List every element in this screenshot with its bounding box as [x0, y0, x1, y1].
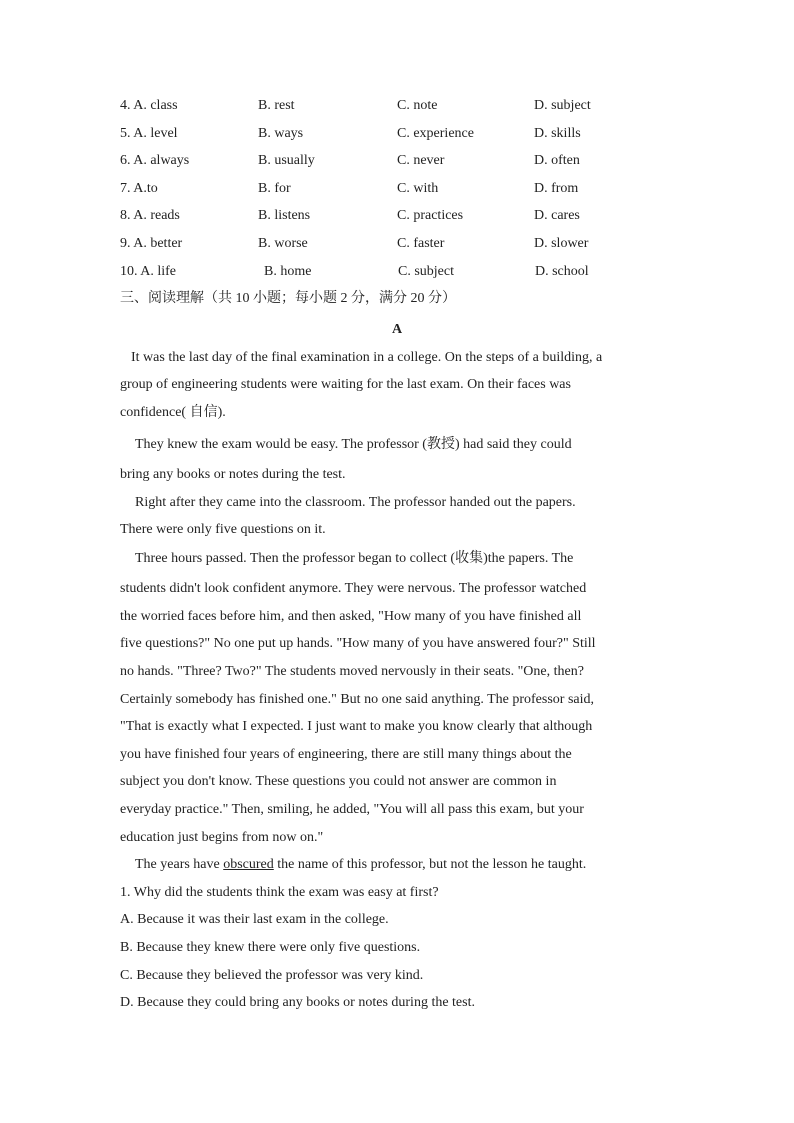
option-a: 6. A. always	[120, 153, 190, 168]
option-c: C. experience	[397, 126, 474, 141]
option-d: D. cares	[534, 208, 580, 223]
option-d: D. often	[534, 153, 580, 168]
option-a: 7. A.to	[120, 181, 158, 196]
last-line-before: The years have	[135, 857, 224, 872]
option-c: C. never	[397, 153, 445, 168]
passage-line: you have finished four years of engineering, there are still many things about the	[120, 747, 572, 762]
passage-line: confidence( 自信).	[120, 405, 226, 420]
option-a: 9. A. better	[120, 236, 183, 251]
option-d: D. skills	[534, 126, 581, 141]
option-b: B. for	[258, 181, 291, 196]
option-d: D. subject	[534, 98, 591, 113]
option-b: B. listens	[258, 208, 311, 223]
question-stem: 1. Why did the students think the exam was easy at first?	[120, 885, 439, 900]
choice-d: D. Because they could bring any books or notes during the test.	[120, 995, 475, 1010]
option-b: B. home	[264, 264, 312, 279]
underlined-word: obscured	[223, 857, 274, 872]
option-a: 5. A. level	[120, 126, 178, 141]
option-row-5	[0, 124, 794, 144]
option-d: D. from	[534, 181, 579, 196]
option-row-4	[0, 96, 794, 116]
passage-line: bring any books or notes during the test.	[120, 467, 346, 482]
option-b: B. usually	[258, 153, 315, 168]
option-a: 8. A. reads	[120, 208, 180, 223]
option-a: 10. A. life	[120, 264, 176, 279]
passage-line: They knew the exam would be easy. The professor (教授) had said they could	[135, 437, 572, 452]
passage-line: education just begins from now on."	[120, 830, 324, 845]
section-heading: 三、阅读理解（共 10 小题；每小题 2 分，满分 20 分）	[120, 291, 456, 306]
option-d: D. school	[535, 264, 589, 279]
option-c: C. subject	[398, 264, 454, 279]
option-a: 4. A. class	[120, 98, 178, 113]
option-row-8	[0, 206, 794, 226]
passage-line: five questions?" No one put up hands. "How many of you have answered four?" Still	[120, 636, 596, 651]
passage-line: subject you don't know. These questions you could not answer are common in	[120, 774, 557, 789]
passage-line: Right after they came into the classroom. The professor handed out the papers.	[135, 495, 576, 510]
passage-line: the worried faces before him, and then asked, "How many of you have finished all	[120, 609, 582, 624]
passage-line: It was the last day of the final examination in a college. On the steps of a building, a	[131, 350, 603, 365]
option-b: B. ways	[258, 126, 304, 141]
last-line-after: the name of this professor, but not the lesson he taught.	[273, 857, 587, 872]
option-c: C. faster	[397, 236, 445, 251]
passage-line: "That is exactly what I expected. I just want to make you know clearly that although	[120, 719, 593, 734]
option-b: B. worse	[258, 236, 308, 251]
option-c: C. note	[397, 98, 438, 113]
option-c: C. practices	[397, 208, 464, 223]
passage-line: group of engineering students were waiting for the last exam. On their faces was	[120, 377, 571, 392]
passage-line: Certainly somebody has finished one." But no one said anything. The professor said,	[120, 692, 594, 707]
passage-line: Three hours passed. Then the professor began to collect (收集)the papers. The	[135, 551, 574, 566]
option-row-7	[0, 179, 794, 199]
passage-title: A	[391, 322, 403, 337]
option-b: B. rest	[258, 98, 295, 113]
passage-line: everyday practice." Then, smiling, he added, "You will all pass this exam, but your	[120, 802, 584, 817]
passage-line: students didn't look confident anymore. They were nervous. The professor watched	[120, 581, 587, 596]
choice-c: C. Because they believed the professor was very kind.	[120, 968, 424, 983]
choice-a: A. Because it was their last exam in the college.	[120, 912, 389, 927]
option-row-9	[0, 234, 794, 254]
option-row-6	[0, 151, 794, 171]
option-d: D. slower	[534, 236, 589, 251]
passage-line: no hands. "Three? Two?" The students moved nervously in their seats. "One, then?	[120, 664, 584, 679]
option-c: C. with	[397, 181, 439, 196]
choice-b: B. Because they knew there were only five questions.	[120, 940, 421, 955]
passage-line: There were only five questions on it.	[120, 522, 326, 537]
option-row-10	[0, 262, 794, 282]
passage-last-line	[135, 855, 586, 875]
